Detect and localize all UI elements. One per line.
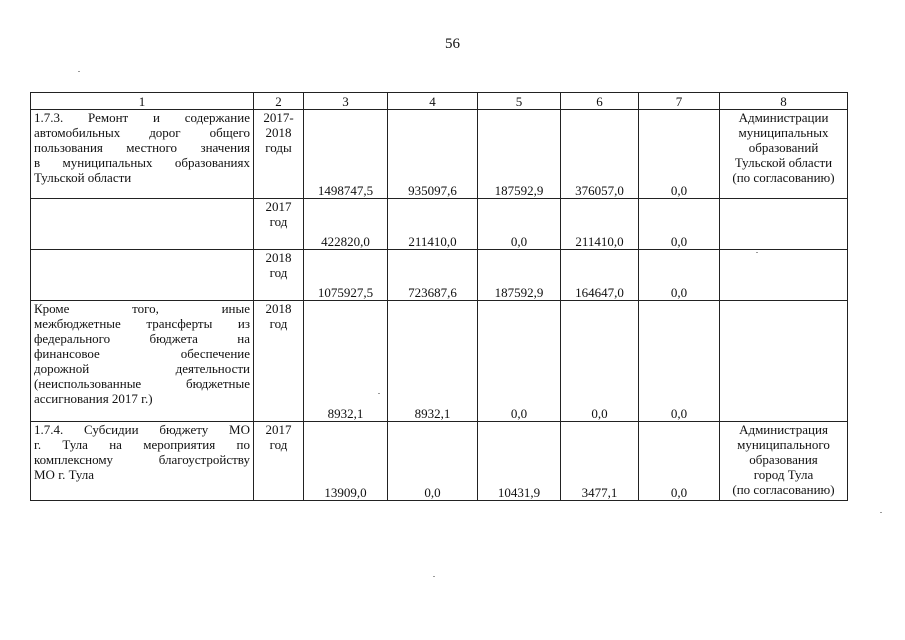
value-col6: 0,0 [561,301,639,422]
value-col7: 0,0 [639,250,720,301]
period-line: 2018 [265,125,292,140]
table-header-row [31,93,848,110]
description-line: Тульской области [34,170,132,185]
measure-description [31,250,254,301]
value-col4: 0,0 [388,422,478,501]
executor-line: Администрации [738,110,829,125]
period-cell [254,199,304,250]
description-line: комплексному благоустройству [34,452,250,467]
table-row [31,199,848,250]
value-col7: 0,0 [639,110,720,199]
executor-line: (по согласованию) [732,482,835,497]
value-col7: 0,0 [639,301,720,422]
description-line: МО г. Тула [34,467,95,482]
description-line: федерального бюджета на [34,331,250,346]
executor-line: Тульской области [734,155,833,170]
scan-speck [378,393,380,394]
scan-speck [78,71,80,72]
executor-line: образования [749,452,818,467]
executor-line: образований [748,140,819,155]
page-number: 56 [445,36,460,52]
period-line: год [269,265,288,280]
period-line: 2018 [265,301,292,316]
executor-line: город Тула [753,467,814,482]
scan-speck [880,512,882,513]
executor-cell [720,199,848,250]
period-cell [254,250,304,301]
header-cell-8: 8 [720,93,848,110]
description-line: автомобильных дорог общего [34,125,250,140]
header-cell-7: 7 [639,93,720,110]
header-cell-5: 5 [478,93,561,110]
period-line: год [269,437,288,452]
executor-line: муниципальных [738,125,829,140]
period-line: 2017- [263,110,294,125]
header-cell-3: 3 [304,93,388,110]
executor-line: муниципального [737,437,830,452]
header-cell-6: 6 [561,93,639,110]
executor-line: Администрация [739,422,828,437]
header-cell-1: 1 [31,93,254,110]
period-line: годы [265,140,292,155]
value-col6: 3477,1 [561,422,639,501]
value-col4: 723687,6 [388,250,478,301]
description-line: пользования местного значения [34,140,250,155]
value-col5: 187592,9 [478,110,561,199]
table-row [31,422,848,501]
executor-cell [720,110,848,199]
value-col6: 376057,0 [561,110,639,199]
table-row [31,250,848,301]
value-col3: 13909,0 [304,422,388,501]
value-col3: 1498747,5 [304,110,388,199]
description-line: дорожной деятельности [34,361,250,376]
measure-description [31,422,254,501]
description-line: (неиспользованные бюджетные [34,376,250,391]
period-line: 2018 [265,250,292,265]
description-line: межбюджетные трансферты из [34,316,250,331]
scan-speck [756,252,758,253]
scan-speck [433,576,435,577]
period-line: 2017 [265,422,292,437]
value-col5: 0,0 [478,199,561,250]
value-col6: 164647,0 [561,250,639,301]
value-col5: 10431,9 [478,422,561,501]
description-line: в муниципальных образованиях [34,155,250,170]
value-col4: 8932,1 [388,301,478,422]
table-row [31,301,848,422]
measures-table [30,92,848,501]
header-cell-2: 2 [254,93,304,110]
period-line: год [269,214,288,229]
value-col3: 422820,0 [304,199,388,250]
executor-cell [720,422,848,501]
description-line: г. Тула на мероприятия по [34,437,250,452]
measure-description [31,301,254,422]
period-cell [254,422,304,501]
description-line: 1.7.3. Ремонт и содержание [34,110,250,125]
header-cell-4: 4 [388,93,478,110]
executor-cell [720,250,848,301]
description-line: Кроме того, иные [34,301,250,316]
period-cell [254,110,304,199]
value-col7: 0,0 [639,422,720,501]
value-col6: 211410,0 [561,199,639,250]
measure-description [31,110,254,199]
description-line: ассигнования 2017 г.) [34,391,153,406]
value-col5: 187592,9 [478,250,561,301]
value-col4: 211410,0 [388,199,478,250]
value-col4: 935097,6 [388,110,478,199]
value-col3: 8932,1 [304,301,388,422]
executor-cell [720,301,848,422]
measure-description [31,199,254,250]
value-col3: 1075927,5 [304,250,388,301]
period-line: 2017 [265,199,292,214]
table-row [31,110,848,199]
period-cell [254,301,304,422]
description-line: 1.7.4. Субсидии бюджету МО [34,422,250,437]
executor-line: (по согласованию) [732,170,835,185]
value-col5: 0,0 [478,301,561,422]
period-line: год [269,316,288,331]
description-line: финансовое обеспечение [34,346,250,361]
value-col7: 0,0 [639,199,720,250]
